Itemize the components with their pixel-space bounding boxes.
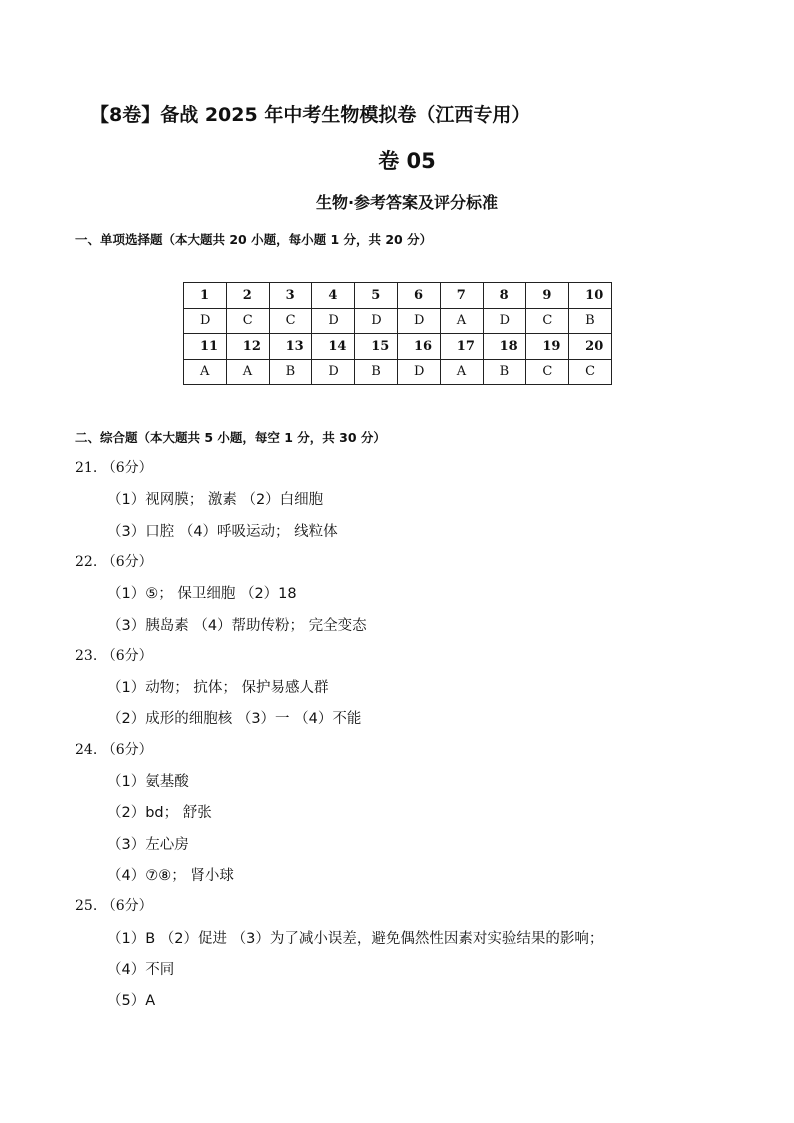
answer-line: （5）A: [107, 993, 156, 1010]
document-heading: 生物·参考答案及评分标准: [315, 193, 499, 212]
choice-answer-table: [183, 282, 612, 385]
answer-line: （3）胰岛素 （4）帮助传粉； 完全变态: [107, 617, 367, 634]
answer-line: （1）⑤； 保卫细胞 （2）18: [107, 586, 297, 603]
answer-cell: C: [526, 308, 569, 334]
question-number-cell: 14: [312, 334, 355, 360]
answer-cell: D: [483, 308, 526, 334]
answer-cell: B: [355, 359, 398, 385]
answer-line: （1）视网膜； 激素 （2）白细胞: [107, 492, 324, 509]
question-number-cell: 10: [569, 283, 612, 309]
question-header: 25. （6分）: [75, 898, 153, 915]
answer-cell: B: [269, 359, 312, 385]
answer-line: （1）动物； 抗体； 保护易感人群: [107, 680, 329, 697]
question-number-cell: 7: [440, 283, 483, 309]
question-number-cell: 8: [483, 283, 526, 309]
answer-cell: C: [269, 308, 312, 334]
answer-cell: C: [569, 359, 612, 385]
answer-line: （2）成形的细胞核 （3）一 （4）不能: [107, 711, 362, 728]
answer-line: （3）左心房: [107, 836, 189, 853]
answer-cell: D: [184, 308, 227, 334]
question-header: 21. （6分）: [75, 460, 153, 476]
question-number-row: [184, 283, 612, 309]
answer-line: （3）口腔 （4）呼吸运动； 线粒体: [107, 523, 338, 540]
question-number-cell: 3: [269, 283, 312, 309]
answer-cell: D: [397, 359, 440, 385]
answer-cell: C: [526, 359, 569, 385]
section-1-title: 一、单项选择题（本大题共 20 小题，每小题 1 分，共 20 分）: [75, 232, 433, 247]
answer-cell: D: [397, 308, 440, 334]
document-subtitle: 卷 05: [378, 149, 436, 173]
answer-cell: D: [355, 308, 398, 334]
answer-cell: A: [184, 359, 227, 385]
question-header: 23. （6分）: [75, 647, 153, 664]
answer-row: [184, 308, 612, 334]
question-number-cell: 16: [397, 334, 440, 360]
answer-line: （1）氨基酸: [107, 774, 189, 790]
question-number-cell: 2: [226, 283, 269, 309]
question-number-cell: 17: [440, 334, 483, 360]
question-number-cell: 18: [483, 334, 526, 360]
answer-row: [184, 359, 612, 385]
answer-line: （1）B （2）促进 （3）为了减小误差，避免偶然性因素对实验结果的影响；: [107, 930, 604, 947]
question-number-cell: 13: [269, 334, 312, 360]
answer-cell: C: [226, 308, 269, 334]
answer-line: （4）⑦⑧； 肾小球: [107, 867, 234, 884]
section-2-title: 二、综合题（本大题共 5 小题，每空 1 分，共 30 分）: [75, 430, 386, 445]
question-number-cell: 15: [355, 334, 398, 360]
question-number-cell: 11: [184, 334, 227, 360]
question-number-cell: 20: [569, 334, 612, 360]
answer-cell: A: [440, 308, 483, 334]
answer-cell: A: [440, 359, 483, 385]
question-number-cell: 19: [526, 334, 569, 360]
question-number-cell: 9: [526, 283, 569, 309]
question-header: 22. （6分）: [75, 553, 153, 570]
answer-line: （4）不同: [107, 961, 175, 978]
question-number-cell: 12: [226, 334, 269, 360]
question-header: 24. （6分）: [75, 741, 153, 758]
answer-cell: B: [483, 359, 526, 385]
question-number-cell: 5: [355, 283, 398, 309]
answer-cell: A: [226, 359, 269, 385]
answer-cell: B: [569, 308, 612, 334]
document-title: 【8卷】备战 2025 年中考生物模拟卷（江西专用）: [90, 104, 531, 126]
answer-cell: D: [312, 359, 355, 385]
answer-line: （2）bd； 舒张: [107, 805, 212, 822]
answer-cell: D: [312, 308, 355, 334]
question-number-cell: 1: [184, 283, 227, 309]
question-number-row: [184, 334, 612, 360]
question-number-cell: 6: [397, 283, 440, 309]
question-number-cell: 4: [312, 283, 355, 309]
